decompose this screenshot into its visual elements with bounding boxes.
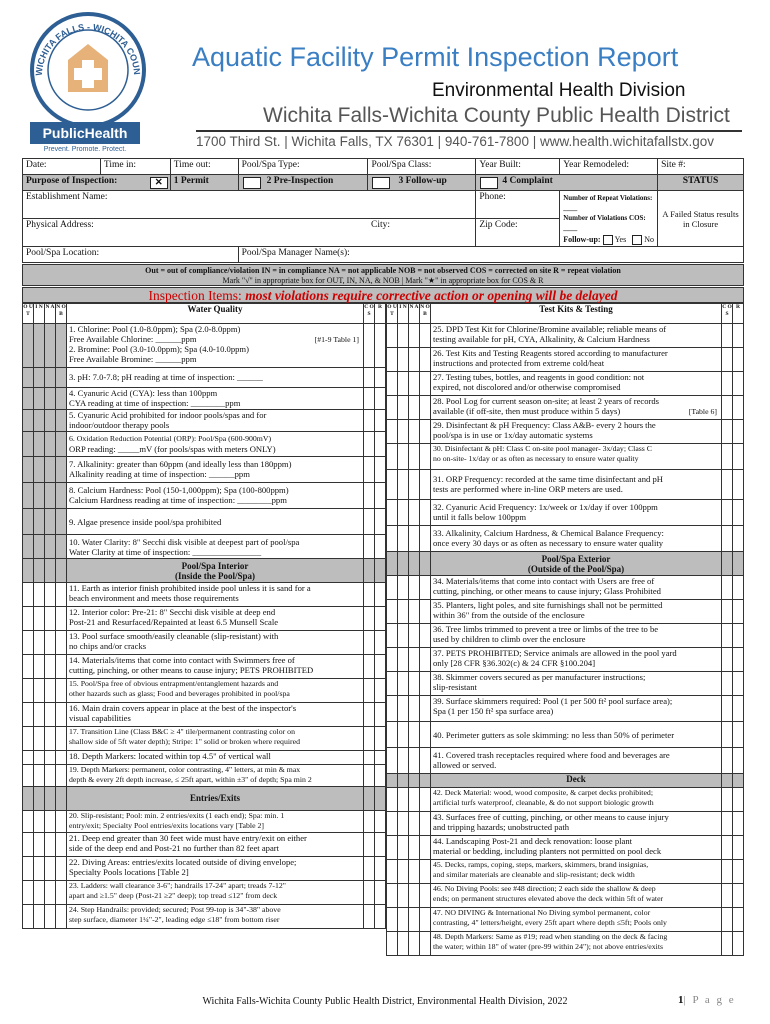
item-3: 3. pH: 7.0-7.8; pH reading at time of inspection: ______ xyxy=(67,368,364,388)
follow-up-no-checkbox[interactable] xyxy=(632,235,642,245)
purpose-pre-inspection: 2 Pre-Inspection xyxy=(238,175,368,191)
item-13: 13. Pool surface smooth/easily cleanable (slip-resistant) with no chips and/or cracks xyxy=(67,631,364,655)
col-nob: N O B xyxy=(56,304,67,324)
col-out-right: O U T xyxy=(387,304,398,324)
item-20: 20. Slip-resistant; Pool: min. 2 entries/exits (1 each end); Spa: min. 1 entry/exit; Specialty Pool entries/exits locations vary [Table 2] xyxy=(67,811,364,833)
item-5: 5. Cyanuric Acid prohibited for indoor pools/spas and for indoor/outdoor therapy pools xyxy=(67,410,364,432)
purpose-label: Purpose of Inspection: ✕ xyxy=(23,175,171,191)
item-17: 17. Transition Line (Class B&C ≥ 4" tile/permanent contrasting color on shallow side of 5ft water depth); Stripe: 1" solid or broken where required xyxy=(67,727,364,751)
col-r-right: R xyxy=(733,304,744,324)
item-46: 46. No Diving Pools: see #48 direction; 2 each side the shallow & deep ends; on permanent structures elevated above the deck within 5ft of water xyxy=(431,884,722,908)
item-28: 28. Pool Log for current season on-site; at least 2 years of records available (if off-site, then must produce within 5 days) [Table 6] xyxy=(431,396,722,420)
pool-manager-field[interactable]: Pool/Spa Manager Name(s): xyxy=(238,247,743,263)
item-2-line-b: Free Available Bromine: ______ppm xyxy=(69,354,197,364)
item-18: 18. Depth Markers: located within top 4.5" of vertical wall xyxy=(67,751,364,765)
svg-text:PublicHealth: PublicHealth xyxy=(42,125,128,141)
compliance-legend xyxy=(22,264,744,286)
district-address: 1700 Third St. | Wichita Falls, TX 76301 | 940-761-7800 | www.health.wichitafallstx.gov xyxy=(196,134,715,149)
col-nob-right: N O B xyxy=(420,304,431,324)
item-1: 1. Chlorine: Pool (1.0-8.0ppm); Spa (2.0-8.0ppm) Free Available Chlorine: ______ppm [#1-9 Table 1] 2. Bromine: Pool (3.0-10.0ppm); Spa (4.0-10.0ppm) Free Available Bromine: ______ppm xyxy=(67,324,364,368)
item-37: 37. PETS PROHIBITED; Service animals are allowed in the pool yard only [28 CFR §36.302(c) & 24 CFR §100.204] xyxy=(431,648,722,672)
zip-code-field[interactable]: Zip Code: xyxy=(476,219,560,247)
report-title: Aquatic Facility Permit Inspection Report xyxy=(192,42,679,72)
pool-class-field[interactable]: Pool/Spa Class: xyxy=(368,159,476,175)
failed-status-note: A Failed Status results in Closure xyxy=(658,191,744,247)
entries-exits-heading: Entries/Exits xyxy=(67,787,364,811)
pre-inspection-checkbox[interactable] xyxy=(243,177,261,189)
item-2-line-a: 2. Bromine: Pool (3.0-10.0ppm); Spa (4.0-10.0ppm) xyxy=(69,344,249,354)
pool-location-field[interactable]: Pool/Spa Location: xyxy=(23,247,239,263)
item-9: 9. Algae presence inside pool/spa prohibited xyxy=(67,509,364,535)
item-43: 43. Surfaces free of cutting, pinching, or other means to cause injury and tripping hazards; unobstructed path xyxy=(431,812,722,836)
item-31: 31. ORP Frequency: recorded at the same time disinfectant and pH tests are performed where in-line ORP meters are used. xyxy=(431,470,722,500)
item-4: 4. Cyanuric Acid (CYA): less than 100ppm CYA reading at time of inspection: ________ppm xyxy=(67,388,364,410)
item-12: 12. Interior color: Pre-21: 8" Secchi disk visible at deep end Post-21 and Resurfaced/Repainted at least 6.5 Munsell Scale xyxy=(67,607,364,631)
item-35: 35. Planters, light poles, and site furnishings shall not be permitted within 36" from the outside of the enclosure xyxy=(431,600,722,624)
follow-up-yes-checkbox[interactable] xyxy=(603,235,613,245)
violation-counts xyxy=(560,191,658,247)
item-41: 41. Covered trash receptacles required where food and beverages are allowed or served. xyxy=(431,748,722,774)
col-out: O U T xyxy=(23,304,34,324)
year-remodeled-field[interactable]: Year Remodeled: xyxy=(560,159,658,175)
item-40: 40. Perimeter gutters as sole skimming: no less than 50% of perimeter xyxy=(431,722,722,748)
status-header: STATUS xyxy=(658,175,744,191)
col-in: I N xyxy=(34,304,45,324)
item-24: 24. Step Handrails: provided; secured; Post 99-top is 34"-38" above step surface, diameter 1¼"-2", leading edge ≤18" from bottom riser xyxy=(67,905,364,929)
item-22: 22. Diving Areas: entries/exits located outside of diving envelope; Specialty Pools locations [Table 2] xyxy=(67,857,364,881)
item-27: 27. Testing tubes, bottles, and reagents in good condition: not expired, not discolored and/or otherwise compromised xyxy=(431,372,722,396)
item-34: 34. Materials/items that come into contact with Users are free of cutting, pinching, or other means to cause injury; Glass Prohibited xyxy=(431,576,722,600)
repeat-violations-count[interactable]: Number of Repeat Violations: ____ xyxy=(563,194,653,212)
purpose-permit: 1 Permit xyxy=(170,175,238,191)
district-name: Wichita Falls-Wichita County Public Health District xyxy=(263,104,730,127)
purpose-complaint: 4 Complaint xyxy=(476,175,658,191)
item-33: 33. Alkalinity, Calcium Hardness, & Chemical Balance Frequency: once every 30 days or as often as necessary to ensure water quality xyxy=(431,526,722,552)
col-na: N A xyxy=(45,304,56,324)
footer-text: Wichita Falls-Wichita County Public Health District, Environmental Health Division, 2022 xyxy=(202,996,568,1007)
col-r: R xyxy=(375,304,386,324)
svg-text:Prevent. Promote. Protect.: Prevent. Promote. Protect. xyxy=(43,146,127,152)
item-26: 26. Test Kits and Testing Reagents stored according to manufacturer instructions and protected from extreme cold/heat xyxy=(431,348,722,372)
division-name: Environmental Health Division xyxy=(432,80,686,101)
item-48: 48. Depth Markers: Same as #19; read when standing on the deck & facing the water; within 18" of water (pre-99 within 24"); not above entries/exits xyxy=(431,932,722,956)
follow-up-checkbox[interactable] xyxy=(372,177,390,189)
pool-type-field[interactable]: Pool/Spa Type: xyxy=(238,159,368,175)
pool-exterior-heading: Pool/Spa Exterior (Outside of the Pool/Spa) xyxy=(431,552,722,576)
purpose-follow-up: 3 Follow-up xyxy=(368,175,476,191)
permit-checkbox[interactable]: ✕ xyxy=(150,177,168,189)
time-out-field[interactable]: Time out: xyxy=(170,159,238,175)
item-8: 8. Calcium Hardness: Pool (150-1,000ppm); Spa (100-800ppm) Calcium Hardness reading at time of inspection: ________ppm xyxy=(67,483,364,509)
item-19: 19. Depth Markers: permanent, color contrasting, 4" letters, at min & max depth & every 2ft depth increase, ≤ 25ft apart, within ±3" of depth; Spa min 2 xyxy=(67,765,364,787)
item-21: 21. Deep end greater than 30 feet wide must have entry/exit on either side of the deep end and Post-21 no further than 82 feet apart xyxy=(67,833,364,857)
col-cos-right: C O S xyxy=(722,304,733,324)
year-built-field[interactable]: Year Built: xyxy=(476,159,560,175)
item-6: 6. Oxidation Reduction Potential (ORP): Pool/Spa (600-900mV) ORP reading: _____mV (for pools/spas with meters ONLY) xyxy=(67,432,364,457)
item-7: 7. Alkalinity: greater than 60ppm (and ideally less than 180ppm) Alkalinity reading at time of inspection: ______ppm xyxy=(67,457,364,483)
city-field[interactable]: City: xyxy=(368,219,476,247)
item-23: 23. Ladders: wall clearance 3-6"; handrails 17-24" apart; treads 7-12" apart and ≥1.5" deep (Post-21 ≥2" deep); top tread ≤12" from deck xyxy=(67,881,364,905)
page-number: 1| P a g e xyxy=(678,994,736,1006)
deck-heading: Deck xyxy=(431,774,722,788)
water-quality-heading: Water Quality xyxy=(67,304,364,324)
phone-field[interactable]: Phone: xyxy=(476,191,560,219)
item-14: 14. Materials/items that come into contact with Swimmers free of cutting, pinching, or other means to cause injury; PETS PROHIBITED xyxy=(67,655,364,679)
follow-up-options: Follow-up: Yes No xyxy=(563,235,654,244)
establishment-name-field[interactable]: Establishment Name: xyxy=(23,191,476,219)
item-47: 47. NO DIVING & International No Diving symbol permanent, color contrasting, 4" letters/height, every 25ft apart where depth ≤5ft; Pools only xyxy=(431,908,722,932)
item-16: 16. Main drain covers appear in place at the best of the inspector's visual capabilities xyxy=(67,703,364,727)
site-number-field[interactable]: Site #: xyxy=(658,159,744,175)
item-36: 36. Tree limbs trimmed to prevent a tree or limbs of the tree to be used by children to climb over the enclosure xyxy=(431,624,722,648)
pool-interior-heading: Pool/Spa Interior (Inside the Pool/Spa) xyxy=(67,559,364,583)
test-kits-heading: Test Kits & Testing xyxy=(431,304,722,324)
item-10: 10. Water Clarity: 8" Secchi disk visible at deepest part of pool/spa Water Clarity at time of inspection: ________________ xyxy=(67,535,364,559)
physical-address-field[interactable]: Physical Address: xyxy=(23,219,368,247)
time-in-field[interactable]: Time in: xyxy=(100,159,170,175)
item-45: 45. Decks, ramps, coping, steps, markers, skimmers, brand insignias, and similar materials are cleanable and slip-resistant; deck width xyxy=(431,860,722,884)
col-cos: C O S xyxy=(364,304,375,324)
facility-info-table xyxy=(22,158,744,263)
item-29: 29. Disinfectant & pH Frequency: Class A&B- every 2 hours the pool/spa is in use or 1x/day automatic systems xyxy=(431,420,722,444)
inspection-right-column xyxy=(386,303,744,956)
item-44: 44. Landscaping Post-21 and deck renovation: loose plant material or bedding, including planters not permitted on pool deck xyxy=(431,836,722,860)
inspection-items-heading: Inspection Items: most violations require corrective action or opening will be delayed xyxy=(22,287,744,303)
cos-violations-count[interactable]: Number of Violations COS: ____ xyxy=(563,214,646,232)
item-25: 25. DPD Test Kit for Chlorine/Bromine available; reliable means of testing available for pH, CYA, Alkalinity, & Calcium Hardness xyxy=(431,324,722,348)
legend-line-2: Mark "√" in appropriate box for OUT, IN, NA, & NOB | Mark "★" in appropriate box for COS & R xyxy=(222,276,544,285)
date-field[interactable]: Date: xyxy=(23,159,101,175)
district-logo xyxy=(22,10,162,152)
complaint-checkbox[interactable] xyxy=(480,177,498,189)
item-38: 38. Skimmer covers secured as per manufacturer instructions; slip-resistant xyxy=(431,672,722,696)
col-na-right: N A xyxy=(409,304,420,324)
item-32: 32. Cyanuric Acid Frequency: 1x/week or 1x/day if over 100ppm until it falls below 100ppm xyxy=(431,500,722,526)
item-42: 42. Deck Material: wood, wood composite, & carpet decks prohibited; artificial turfs waterproof, cleanable, & do not support biologic growth xyxy=(431,788,722,812)
item-11: 11. Earth as interior finish prohibited inside pool unless it is sand for a beach environment and meets those requirements xyxy=(67,583,364,607)
col-in-right: I N xyxy=(398,304,409,324)
item-30: 30. Disinfectant & pH: Class C on-site pool manager- 3x/day; Class C no on-site- 1x/day or as often as necessary to ensure water quality xyxy=(431,444,722,470)
inspection-left-column xyxy=(22,303,386,929)
header-divider xyxy=(196,130,742,132)
item-15: 15. Pool/Spa free of obvious entrapment/entanglement hazards and other hazards such as glass; Food and beverages prohibited in pool/spa xyxy=(67,679,364,703)
item-39: 39. Surface skimmers required: Pool (1 per 500 ft² pool surface area); Spa (1 per 150 ft² spa surface area) xyxy=(431,696,722,722)
legend-line-1: Out = out of compliance/violation IN = in compliance NA = not applicable NOB = not observed COS = corrected on site R = repeat violation xyxy=(145,266,621,275)
svg-text:WICHITA FALLS - WICHITA COUNTY: WICHITA FALLS - WICHITA COUN xyxy=(33,21,143,77)
